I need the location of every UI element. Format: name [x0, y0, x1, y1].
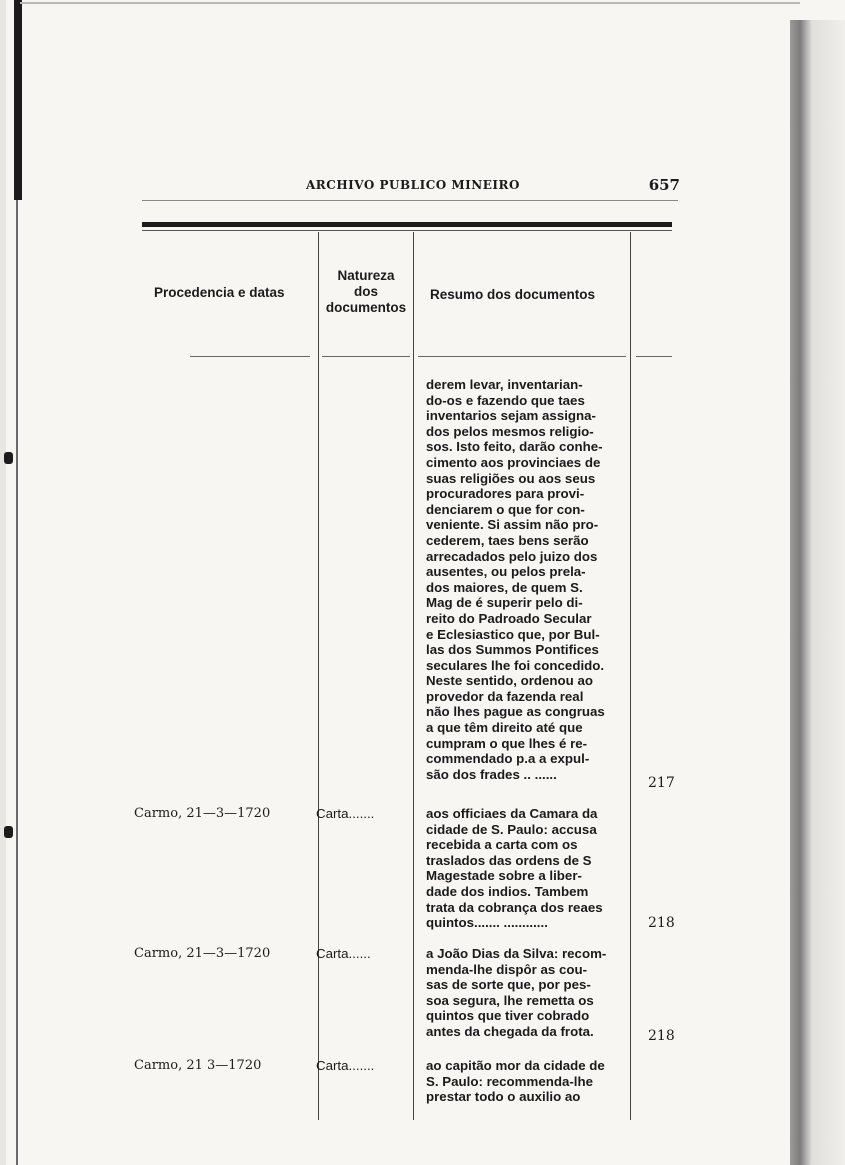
running-title: ARCHIVO PUBLICO MINEIRO: [306, 178, 520, 192]
scan-top-line: [20, 2, 800, 4]
page-number: 657: [648, 176, 680, 194]
reference-number: 218: [648, 1028, 675, 1044]
entry-origin-date: Carmo, 21 3—1720: [134, 1058, 262, 1073]
entry-resumo: a João Dias da Silva: recom- menda-lhe dispôr as cou- sas de sorte que, por pes- soa segura, lhe remetta os quintos que tiver cobrado antes da chegada da frota.: [426, 946, 607, 1039]
header-underline: [190, 356, 310, 357]
scan-binding-line: [16, 200, 18, 1165]
reference-number: 218: [648, 915, 675, 931]
table-top-thick-rule: [142, 222, 672, 227]
column-divider-1: [318, 232, 319, 1120]
scan-binding-shadow: [14, 0, 22, 200]
header-rule: [142, 200, 678, 201]
scan-left-edge: [0, 0, 6, 1165]
scan-right-page-edge: [790, 20, 845, 1165]
column-header-resumo: Resumo dos documentos: [430, 287, 596, 302]
entry-natureza: Carta......: [316, 946, 371, 961]
entry-origin-date: Carmo, 21—3—1720: [134, 946, 271, 961]
column-divider-3: [630, 232, 631, 1120]
header-underline: [322, 356, 410, 357]
reference-number: 217: [648, 775, 675, 791]
header-underline: [418, 356, 626, 357]
resumo-continuation: derem levar, inventarian- do-os e fazendo que taes inventarios sejam assigna- dos pelos mesmos religio- sos. Isto feito, darão conhe- cimento aos provinciaes de suas religiões ou aos seus procuradores para provi- denciarem o que for con- veniente. Si assim não pro- cederem, taes bens serão arrecadados pelo juizo dos ausentes, ou pelos prela- dos maiores, de quem S. Mag de é superir pelo di- reito do Padroado Secular e Eclesiastico que, por Bul- las dos Summos Pontifices seculares lhe foi concedido. Neste sentido, ordenou ao provedor da fazenda real não lhes pague as congruas a que têm direito até que cumpram o que lhes é re- commendado p.a a expul- são dos frades .. ......: [426, 377, 605, 782]
table-top-thin-rule: [142, 230, 672, 231]
running-head: [140, 178, 680, 198]
column-header-procedencia: Procedencia e datas: [154, 285, 285, 300]
entry-resumo: ao capitão mor da cidade de S. Paulo: recommenda-lhe prestar todo o auxilio ao: [426, 1058, 605, 1105]
header-underline: [636, 356, 672, 357]
scan-mark: [4, 826, 13, 838]
entry-natureza: Carta.......: [316, 1058, 375, 1073]
column-header-natureza: Natureza dos documentos: [325, 268, 407, 315]
column-divider-2: [413, 232, 414, 1120]
entry-natureza: Carta.......: [316, 806, 375, 821]
entry-resumo: aos officiaes da Camara da cidade de S. Paulo: accusa recebida a carta com os traslados das ordens de S Magestade sobre a liber- dade dos indios. Tambem trata da cobrança dos reaes quintos....... ............: [426, 806, 603, 931]
scan-mark: [4, 452, 13, 464]
entry-origin-date: Carmo, 21—3—1720: [134, 806, 271, 821]
